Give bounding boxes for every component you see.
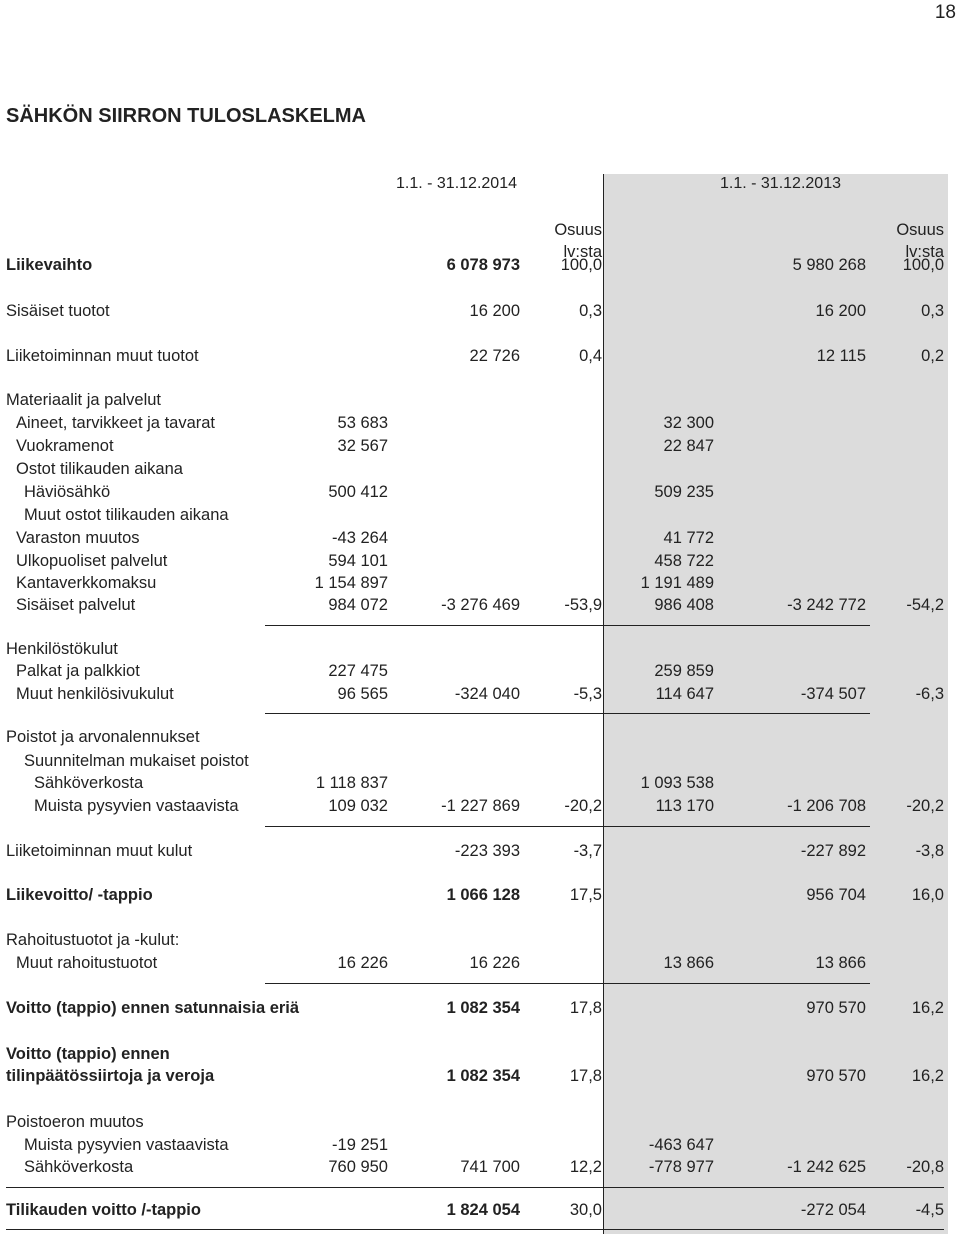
row-value-c1: 984 072: [328, 596, 388, 614]
row-label: Varaston muutos: [16, 529, 140, 547]
row-value-c5: -3 242 772: [787, 596, 866, 614]
row-value-c3: -5,3: [573, 685, 602, 703]
row-value-c2: 741 700: [460, 1158, 520, 1176]
underline-rule: [265, 713, 870, 714]
row-value-c3: -20,2: [564, 797, 602, 815]
period-previous: 1.1. - 31.12.2013: [720, 175, 841, 192]
row-value-c2: -1 227 869: [441, 797, 520, 815]
row-value-c5: 13 866: [815, 954, 866, 972]
row-label: Liiketoiminnan muut tuotot: [6, 347, 199, 365]
page-number: 18: [934, 2, 956, 23]
row-value-c4: 986 408: [654, 596, 714, 614]
row-value-c2: 6 078 973: [446, 256, 520, 274]
row-label: Rahoitustuotot ja -kulut:: [6, 931, 180, 949]
row-value-c1: 109 032: [328, 797, 388, 815]
row-value-c2: 1 066 128: [446, 886, 520, 904]
row-value-c3: 0,4: [579, 347, 602, 365]
row-label: Muut henkilösivukulut: [16, 685, 174, 703]
row-value-c6: 0,3: [921, 302, 944, 320]
row-label: Voitto (tappio) ennen: [6, 1045, 170, 1063]
row-value-c2: 1 824 054: [446, 1201, 520, 1219]
row-label: Sisäiset palvelut: [16, 596, 136, 614]
row-value-c1: -43 264: [332, 529, 388, 547]
row-value-c2: 1 082 354: [446, 999, 520, 1017]
period-current: 1.1. - 31.12.2014: [396, 175, 517, 192]
row-value-c6: 100,0: [902, 256, 944, 274]
row-value-c2: -324 040: [454, 685, 520, 703]
row-value-c6: -3,8: [915, 842, 944, 860]
row-value-c1: 227 475: [328, 662, 388, 680]
row-value-c5: -374 507: [800, 685, 866, 703]
row-value-c6: -4,5: [915, 1201, 944, 1219]
row-label: Vuokramenot: [16, 437, 114, 455]
row-label: Liiketoiminnan muut kulut: [6, 842, 193, 860]
row-label: Liikevaihto: [6, 256, 93, 274]
row-value-c4: 13 866: [663, 954, 714, 972]
row-label: Palkat ja palkkiot: [16, 662, 140, 680]
row-value-c1: 96 565: [337, 685, 388, 703]
row-value-c5: 970 570: [806, 999, 866, 1017]
row-value-c4: 114 647: [655, 685, 714, 703]
row-label: Henkilöstökulut: [6, 640, 118, 658]
row-value-c3: 0,3: [579, 302, 602, 320]
row-value-c5: -1 242 625: [787, 1158, 866, 1176]
row-value-c5: 12 115: [816, 347, 866, 365]
row-value-c5: -272 054: [800, 1201, 866, 1219]
row-value-c3: 100,0: [560, 256, 602, 274]
row-value-c5: 5 980 268: [792, 256, 866, 274]
row-label: Sähköverkosta: [24, 1158, 134, 1176]
share-header-current-2: lv:sta: [563, 243, 602, 261]
row-label: Materiaalit ja palvelut: [6, 391, 161, 409]
row-label: Liikevoitto/ -tappio: [6, 886, 153, 904]
row-value-c6: -20,2: [906, 797, 944, 815]
row-value-c4: 259 859: [654, 662, 714, 680]
row-value-c5: 16 200: [815, 302, 866, 320]
row-value-c2: 16 200: [469, 302, 520, 320]
row-value-c4: 32 300: [663, 414, 714, 432]
row-label: Kantaverkkomaksu: [16, 574, 157, 592]
row-value-c5: -1 206 708: [787, 797, 866, 815]
row-label: Muut rahoitustuotot: [16, 954, 158, 972]
row-value-c4: 113 170: [655, 797, 714, 815]
row-label: Muista pysyvien vastaavista: [34, 797, 239, 815]
row-value-c1: 32 567: [337, 437, 388, 455]
row-label: Poistoeron muutos: [6, 1113, 144, 1131]
underline-rule: [6, 1187, 944, 1188]
row-label: Sähköverkosta: [34, 774, 144, 792]
statement-title: SÄHKÖN SIIRRON TULOSLASKELMA: [6, 105, 366, 127]
row-value-c1: 1 154 897: [314, 574, 388, 592]
row-value-c5: 970 570: [806, 1067, 866, 1085]
share-header-current-1: Osuus: [554, 221, 602, 239]
row-value-c6: 16,0: [911, 886, 944, 904]
row-value-c1: 1 118 837: [315, 774, 388, 792]
row-label: Poistot ja arvonalennukset: [6, 728, 200, 746]
row-label: tilinpäätössiirtoja ja veroja: [6, 1067, 215, 1085]
row-value-c3: 17,8: [569, 1067, 602, 1085]
row-value-c5: 956 704: [806, 886, 866, 904]
row-label: Aineet, tarvikkeet ja tavarat: [16, 414, 216, 432]
underline-rule: [265, 625, 870, 626]
row-value-c1: 16 226: [337, 954, 388, 972]
column-divider: [603, 174, 604, 1234]
row-value-c3: -53,9: [564, 596, 602, 614]
row-value-c1: 760 950: [328, 1158, 388, 1176]
row-value-c6: -54,2: [906, 596, 944, 614]
row-label: Häviösähkö: [24, 483, 111, 501]
row-value-c2: -223 393: [454, 842, 520, 860]
row-value-c4: 509 235: [654, 483, 714, 501]
row-value-c6: 16,2: [911, 999, 944, 1017]
row-value-c3: 17,5: [569, 886, 602, 904]
row-value-c3: 30,0: [569, 1201, 602, 1219]
row-value-c1: 53 683: [337, 414, 388, 432]
row-label: Suunnitelman mukaiset poistot: [24, 752, 249, 770]
row-label: Ostot tilikauden aikana: [16, 460, 183, 478]
row-value-c2: -3 276 469: [441, 596, 520, 614]
row-value-c3: 17,8: [569, 999, 602, 1017]
row-label: Muut ostot tilikauden aikana: [24, 506, 229, 524]
row-label: Tilikauden voitto /-tappio: [6, 1201, 201, 1219]
underline-rule: [265, 826, 870, 827]
row-value-c5: -227 892: [800, 842, 866, 860]
row-value-c1: 500 412: [328, 483, 388, 501]
underline-rule: [265, 983, 870, 984]
row-value-c6: 16,2: [911, 1067, 944, 1085]
row-label: Muista pysyvien vastaavista: [24, 1136, 229, 1154]
row-label: Sisäiset tuotot: [6, 302, 110, 320]
share-header-previous-1: Osuus: [896, 221, 944, 239]
row-label: Ulkopuoliset palvelut: [16, 552, 168, 570]
row-value-c4: 1 191 489: [640, 574, 714, 592]
row-value-c3: -3,7: [573, 842, 602, 860]
row-value-c4: 1 093 538: [640, 774, 714, 792]
row-value-c1: -19 251: [332, 1136, 388, 1154]
row-label: Voitto (tappio) ennen satunnaisia eriä: [6, 999, 300, 1017]
row-value-c4: 458 722: [654, 552, 714, 570]
row-value-c4: 22 847: [663, 437, 714, 455]
row-value-c2: 1 082 354: [446, 1067, 520, 1085]
row-value-c4: 41 772: [663, 529, 714, 547]
row-value-c4: -778 977: [648, 1158, 714, 1176]
row-value-c2: 22 726: [469, 347, 520, 365]
share-header-previous-2: lv:sta: [905, 243, 944, 261]
row-value-c6: -20,8: [906, 1158, 944, 1176]
row-value-c2: 16 226: [469, 954, 520, 972]
row-value-c6: -6,3: [915, 685, 944, 703]
underline-rule: [6, 1229, 944, 1230]
row-value-c4: -463 647: [648, 1136, 714, 1154]
row-value-c3: 12,2: [569, 1158, 602, 1176]
row-value-c1: 594 101: [328, 552, 388, 570]
row-value-c6: 0,2: [921, 347, 944, 365]
